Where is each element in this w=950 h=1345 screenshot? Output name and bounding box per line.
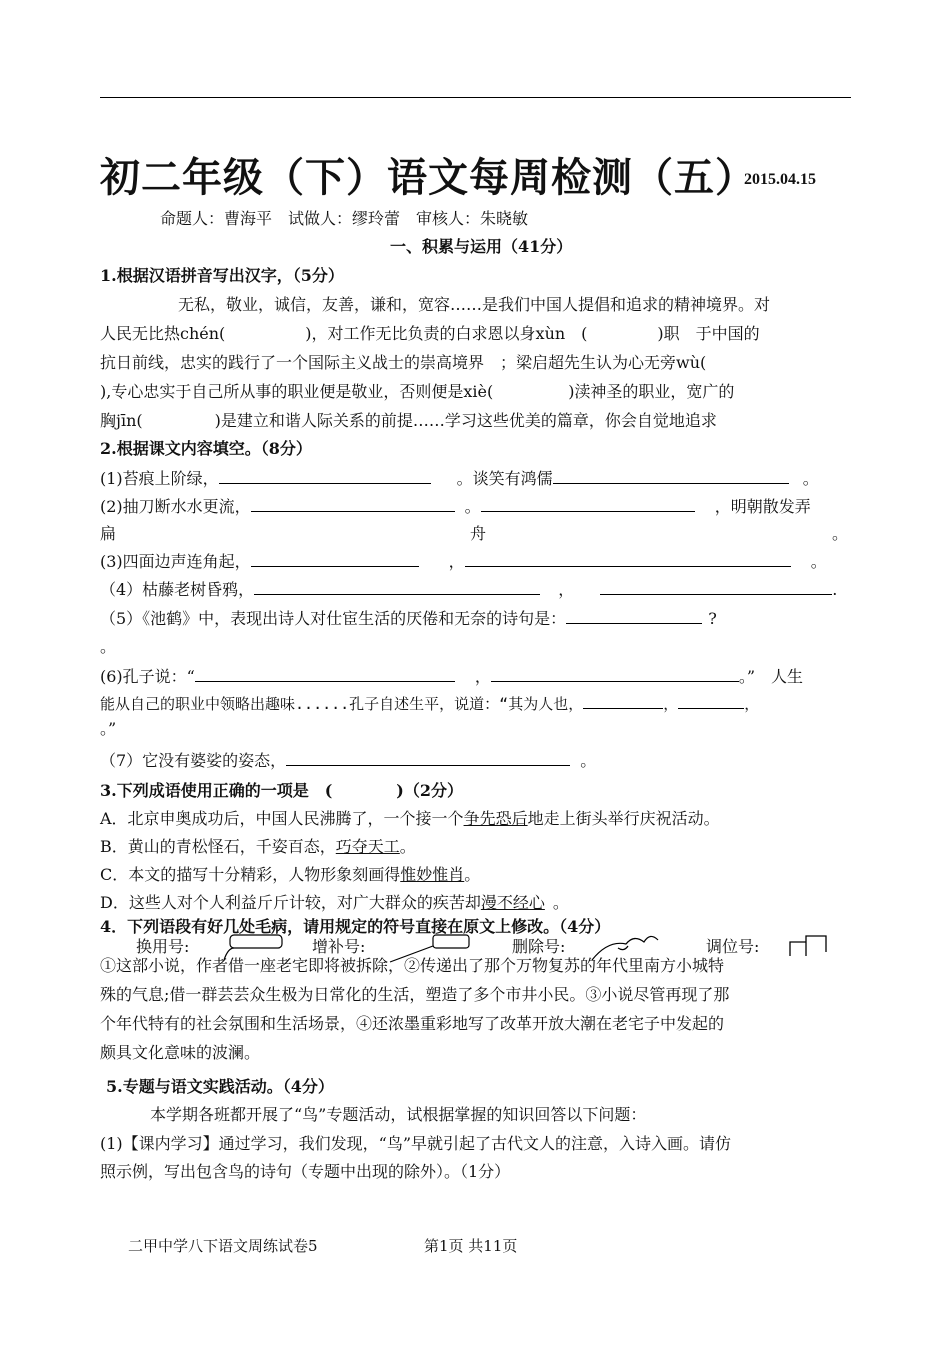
q1-line: 胸jīn( )是建立和谐人际关系的前提……学习这些优美的篇章，你会自觉地追求	[100, 411, 717, 430]
q4-passage-line: 颇具文化意味的波澜。	[100, 1043, 261, 1062]
q5-part-1: (1)【课内学习】通过学习，我们发现，“鸟”早就引起了古代文人的注意，入诗入画。请仿	[100, 1134, 732, 1153]
q2-item-3: (3)四面边声连角起， ， 。	[100, 552, 827, 571]
fill-blank[interactable]	[600, 578, 832, 595]
q3-heading: 3.下列成语使用正确的一项是 ( )（2分）	[100, 781, 463, 800]
header-rule	[100, 97, 851, 98]
fill-blank[interactable]	[251, 550, 419, 567]
footer-page-number: 第1页 共11页	[424, 1237, 518, 1255]
fill-blank[interactable]	[583, 692, 663, 709]
q2-item-6-cont: 。”	[100, 719, 117, 738]
insert-mark-label: 增补号:	[312, 937, 366, 956]
q5-part-1-cont: 照示例，写出包含鸟的诗句（专题中出现的除外）。（1分）	[100, 1162, 511, 1181]
q2-heading: 2.根据课文内容填空。（8分）	[100, 439, 312, 458]
replace-mark-label: 换用号:	[136, 937, 190, 956]
q1-line: 抗日前线，忠实的践行了一个国际主义战士的崇高境界 ；梁启超先生认为心无旁wù(	[100, 353, 707, 372]
q5-heading: 5.专题与语文实践活动。（4分）	[106, 1077, 334, 1096]
q1-line: 无私，敬业，诚信，友善，谦和，宽容……是我们中国人提倡和追求的精神境界。对	[178, 295, 771, 314]
transpose-mark-icon	[784, 930, 834, 960]
fill-blank[interactable]	[553, 467, 789, 484]
credits: 命题人：曹海平 试做人：缪玲蕾 审核人：朱晓敏	[160, 209, 529, 228]
q2-item-5-cont: 。	[100, 637, 117, 656]
q3-option-a[interactable]: A．北京申奥成功后，中国人民沸腾了，一个接一个争先恐后地走上街头举行庆祝活动。	[100, 809, 720, 828]
fill-blank[interactable]	[678, 692, 744, 709]
q2-item-6: (6)孔子说：“ ， 。” 人生	[100, 667, 804, 686]
transpose-mark-label: 调位号:	[706, 937, 760, 956]
fill-blank[interactable]	[566, 607, 702, 624]
delete-mark-label: 删除号:	[512, 937, 566, 956]
q1-line: 人民无比热chén( )，对工作无比负责的白求恩以身xùn ( )职 于中国的	[100, 324, 760, 343]
q4-passage-line: 殊的气息;借一群芸芸众生极为日常化的生活，塑造了多个市井小民。③小说尽管再现了那	[100, 985, 730, 1004]
q2-item-6-cont: 能从自己的职业中领略出趣味......孔子自述生平，说道：“其为人也， ， ，	[100, 692, 759, 714]
fill-blank[interactable]	[465, 550, 791, 567]
fill-blank[interactable]	[286, 749, 570, 766]
q1-heading: 1.根据汉语拼音写出汉字，（5分）	[100, 266, 344, 285]
q4-heading: 4．下列语段有好几处毛病，请用规定的符号直接在原文上修改。（4分）	[100, 917, 611, 936]
footer-school: 二甲中学八下语文周练试卷5	[128, 1237, 318, 1255]
q2-item-7: （7）它没有婆娑的姿态， 。	[100, 751, 597, 770]
fill-blank[interactable]	[219, 467, 431, 484]
q2-item-2-cont: 扁	[100, 524, 117, 543]
fill-blank[interactable]	[481, 495, 695, 512]
exam-date: 2015.04.15	[744, 171, 816, 188]
q5-intro: 本学期各班都开展了“鸟”专题活动，试根据掌握的知识回答以下问题：	[150, 1105, 647, 1124]
q4-passage-line: 个年代特有的社会氛围和生活场景，④还浓墨重彩地写了改革开放大潮在老宅子中发起的	[100, 1014, 725, 1033]
q3-option-b[interactable]: B．黄山的青松怪石，千姿百态，巧夺天工。	[100, 837, 416, 856]
q2-item-4: （4）枯藤老树昏鸦， ， .	[100, 580, 838, 599]
fill-blank[interactable]	[491, 665, 739, 682]
q2-item-2: (2)抽刀断水水更流， 。 ，明朝散发弄	[100, 497, 811, 516]
fill-blank[interactable]	[254, 578, 540, 595]
q2-item-5: （5）《池鹤》中，表现出诗人对仕宦生活的厌倦和无奈的诗句是： ?	[100, 609, 717, 628]
section-heading: 一、积累与运用（41分）	[390, 237, 573, 256]
q2-item-2-cont: 。	[832, 524, 849, 543]
q2-item-1: (1)苔痕上阶绿， 。谈笑有鸿儒 。	[100, 469, 819, 488]
q3-option-d[interactable]: D．这些人对个人利益斤斤计较，对广大群众的疾苦却漫不经心 。	[100, 893, 569, 912]
q2-item-2-cont: 舟	[470, 524, 487, 543]
fill-blank[interactable]	[251, 495, 455, 512]
q1-line: ),专心忠实于自己所从事的职业便是敬业，否则便是xiè( )渎神圣的职业，宽广的	[100, 382, 735, 401]
page-title: 初二年级（下）语文每周检测（五）	[100, 154, 756, 201]
q4-passage-line: ①这部小说，作者借一座老宅即将被拆除，②传递出了那个万物复苏的年代里南方小城特	[100, 956, 725, 975]
fill-blank[interactable]	[195, 665, 455, 682]
q3-option-c[interactable]: C．本文的描写十分精彩，人物形象刻画得惟妙惟肖。	[100, 865, 481, 884]
